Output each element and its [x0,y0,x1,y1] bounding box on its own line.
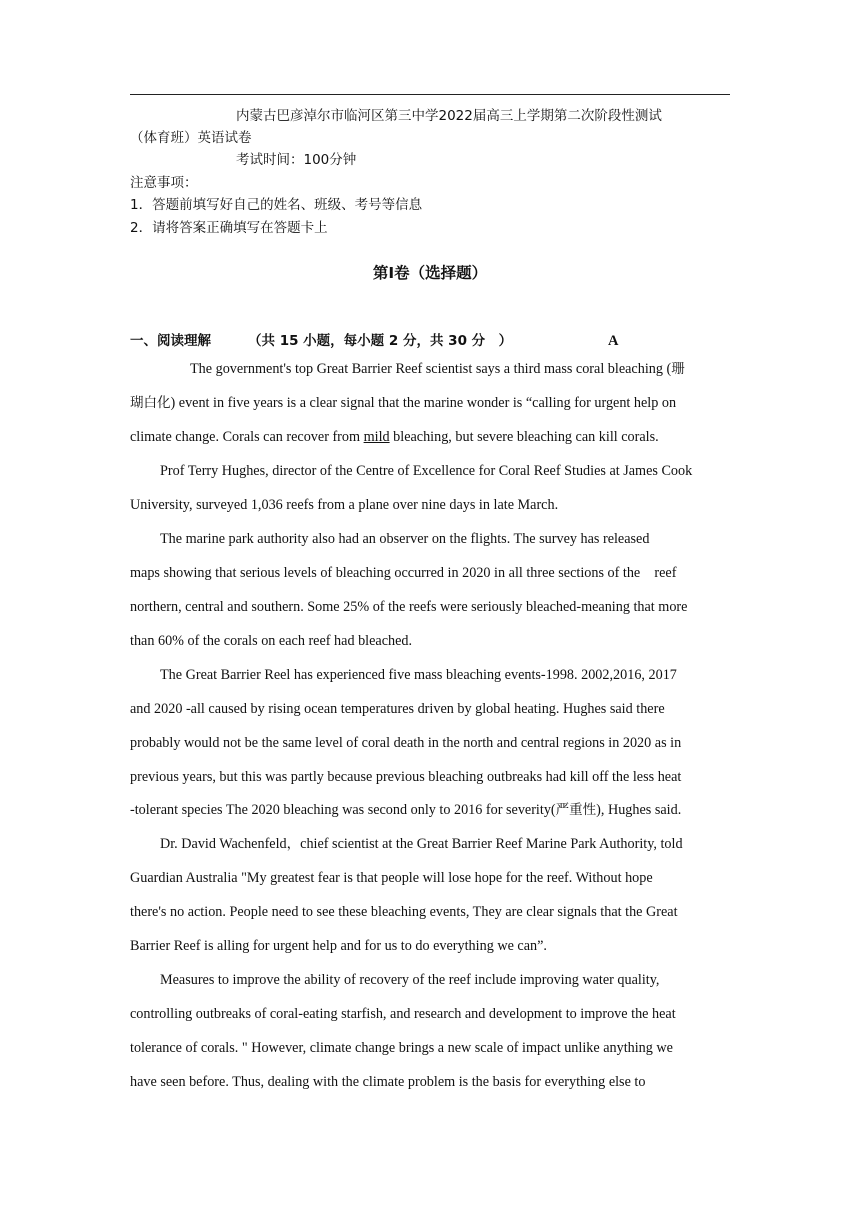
passage-line-16: Guardian Australia "My greatest fear is that people will lose hope for the reef. Without hope [130,870,653,886]
passage-line-3: climate change. Corals can recover from mild bleaching, but severe bleaching can kill corals. [130,429,659,445]
passage-line-9: than 60% of the corals on each reef had bleached. [130,633,413,649]
passage-line-14: -tolerant species The 2020 bleaching was second only to 2016 for severity(严重性), Hughes said. [130,802,682,818]
underlined-word-mild: mild [363,429,390,445]
passage-line-15: Dr. David Wachenfeld，chief scientist at the Great Barrier Reef Marine Park Authority, told [160,836,683,852]
section-title: 第Ⅰ卷（选择题） [372,264,488,282]
passage-line-19: Measures to improve the ability of recovery of the reef include improving water quality, [160,972,660,988]
note-1: 1．答题前填写好自己的姓名、班级、考号等信息 [130,197,423,213]
passage-line-21: tolerance of corals. " However, climate change brings a new scale of impact unlike anything we [130,1040,673,1056]
passage-line-5: University, surveyed 1,036 reefs from a plane over nine days in late March. [130,497,559,513]
passage-line-11: and 2020 -all caused by rising ocean temperatures driven by global heating. Hughes said there [130,701,665,717]
passage-line-18: Barrier Reef is alling for urgent help and for us to do everything we can”. [130,938,547,954]
exam-title-line1: 内蒙古巴彦淖尔市临河区第三中学2022届高三上学期第二次阶段性测试 [236,108,662,124]
note-2: 2．请将答案正确填写在答题卡上 [130,220,328,236]
passage-line-2: 瑚白化) event in five years is a clear signal that the marine wonder is “calling for urgent help on [130,395,677,411]
header-rule [130,94,730,95]
passage-line-4: Prof Terry Hughes, director of the Centre of Excellence for Coral Reef Studies at James Cook [160,463,693,479]
part-heading-detail: （共 15 小题，每小题 2 分，共 30 分 ） [248,333,513,349]
passage-line-12: probably would not be the same level of coral death in the north and central regions in 2020 as in [130,735,682,751]
passage-line-8: northern, central and southern. Some 25% of the reefs were seriously bleached-meaning that more [130,599,688,615]
passage-label: A [608,333,619,349]
passage-line-1: The government's top Great Barrier Reef scientist says a third mass coral bleaching (珊 [190,361,685,377]
passage-line-6: The marine park authority also had an observer on the flights. The survey has released [160,531,650,547]
passage-line-13: previous years, but this was partly because previous bleaching outbreaks had kill off the less heat [130,769,682,785]
passage-line-17: there's no action. People need to see these bleaching events, They are clear signals that the Great [130,904,678,920]
exam-time: 考试时间：100分钟 [236,152,357,168]
passage-line-10: The Great Barrier Reel has experienced five mass bleaching events-1998. 2002,2016, 2017 [160,667,677,683]
passage-line-22: have seen before. Thus, dealing with the climate problem is the basis for everything else to [130,1074,646,1090]
part-heading-label: 一、阅读理解 [130,333,211,349]
notes-heading: 注意事项： [130,175,198,191]
passage-line-20: controlling outbreaks of coral-eating starfish, and research and development to improve the heat [130,1006,676,1022]
exam-title-line2: （体育班）英语试卷 [130,130,252,146]
passage-line-7: maps showing that serious levels of bleaching occurred in 2020 in all three sections of the reef [130,565,677,581]
